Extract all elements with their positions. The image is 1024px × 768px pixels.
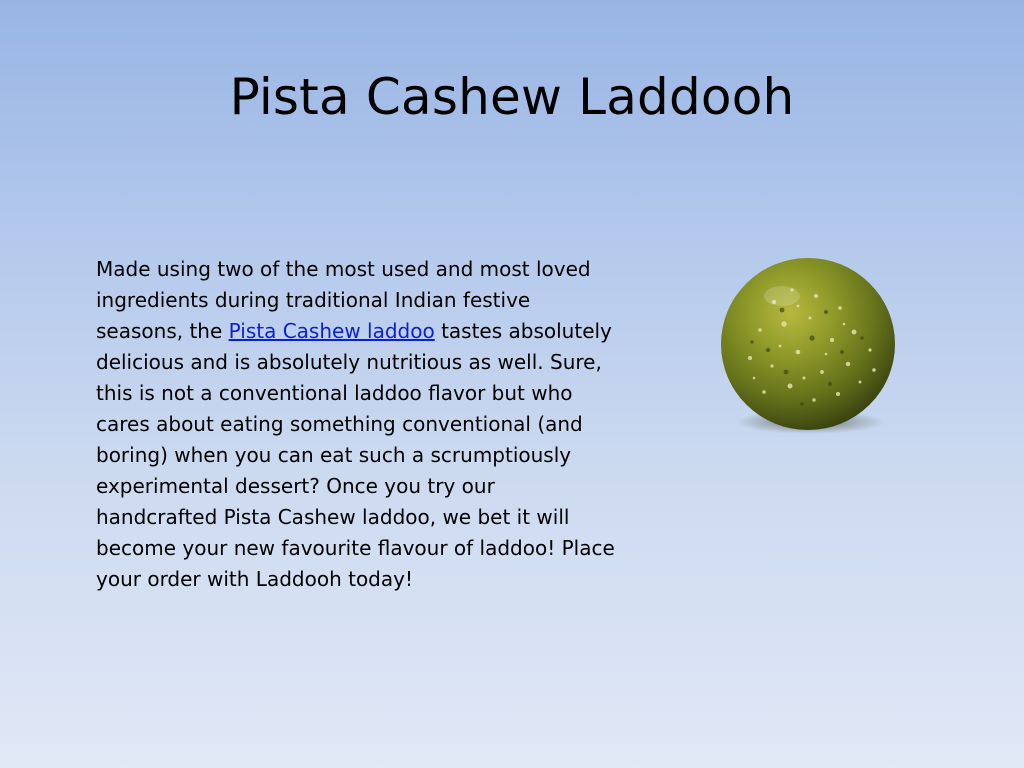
paragraph-text-start: Made using two of the most used and most loved ingredients during traditional Indian festive seasons, the <box>96 257 591 343</box>
description-paragraph <box>96 254 621 595</box>
pista-cashew-laddoo-link[interactable]: Pista Cashew laddoo <box>228 319 435 343</box>
pista-cashew-laddoo-image <box>714 254 902 442</box>
paragraph-text-end: tastes absolutely delicious and is absolutely nutritious as well. Sure, this is not a conventional laddoo flavor but who cares about eating something conventional (and boring) when you can eat such a scrumptiously experimental dessert? Once you try our handcrafted Pista Cashew laddoo, we bet it will become your new favourite flavour of laddoo! Place your order with Laddooh today! <box>96 319 615 591</box>
slide-title: Pista Cashew Laddooh <box>229 68 795 126</box>
